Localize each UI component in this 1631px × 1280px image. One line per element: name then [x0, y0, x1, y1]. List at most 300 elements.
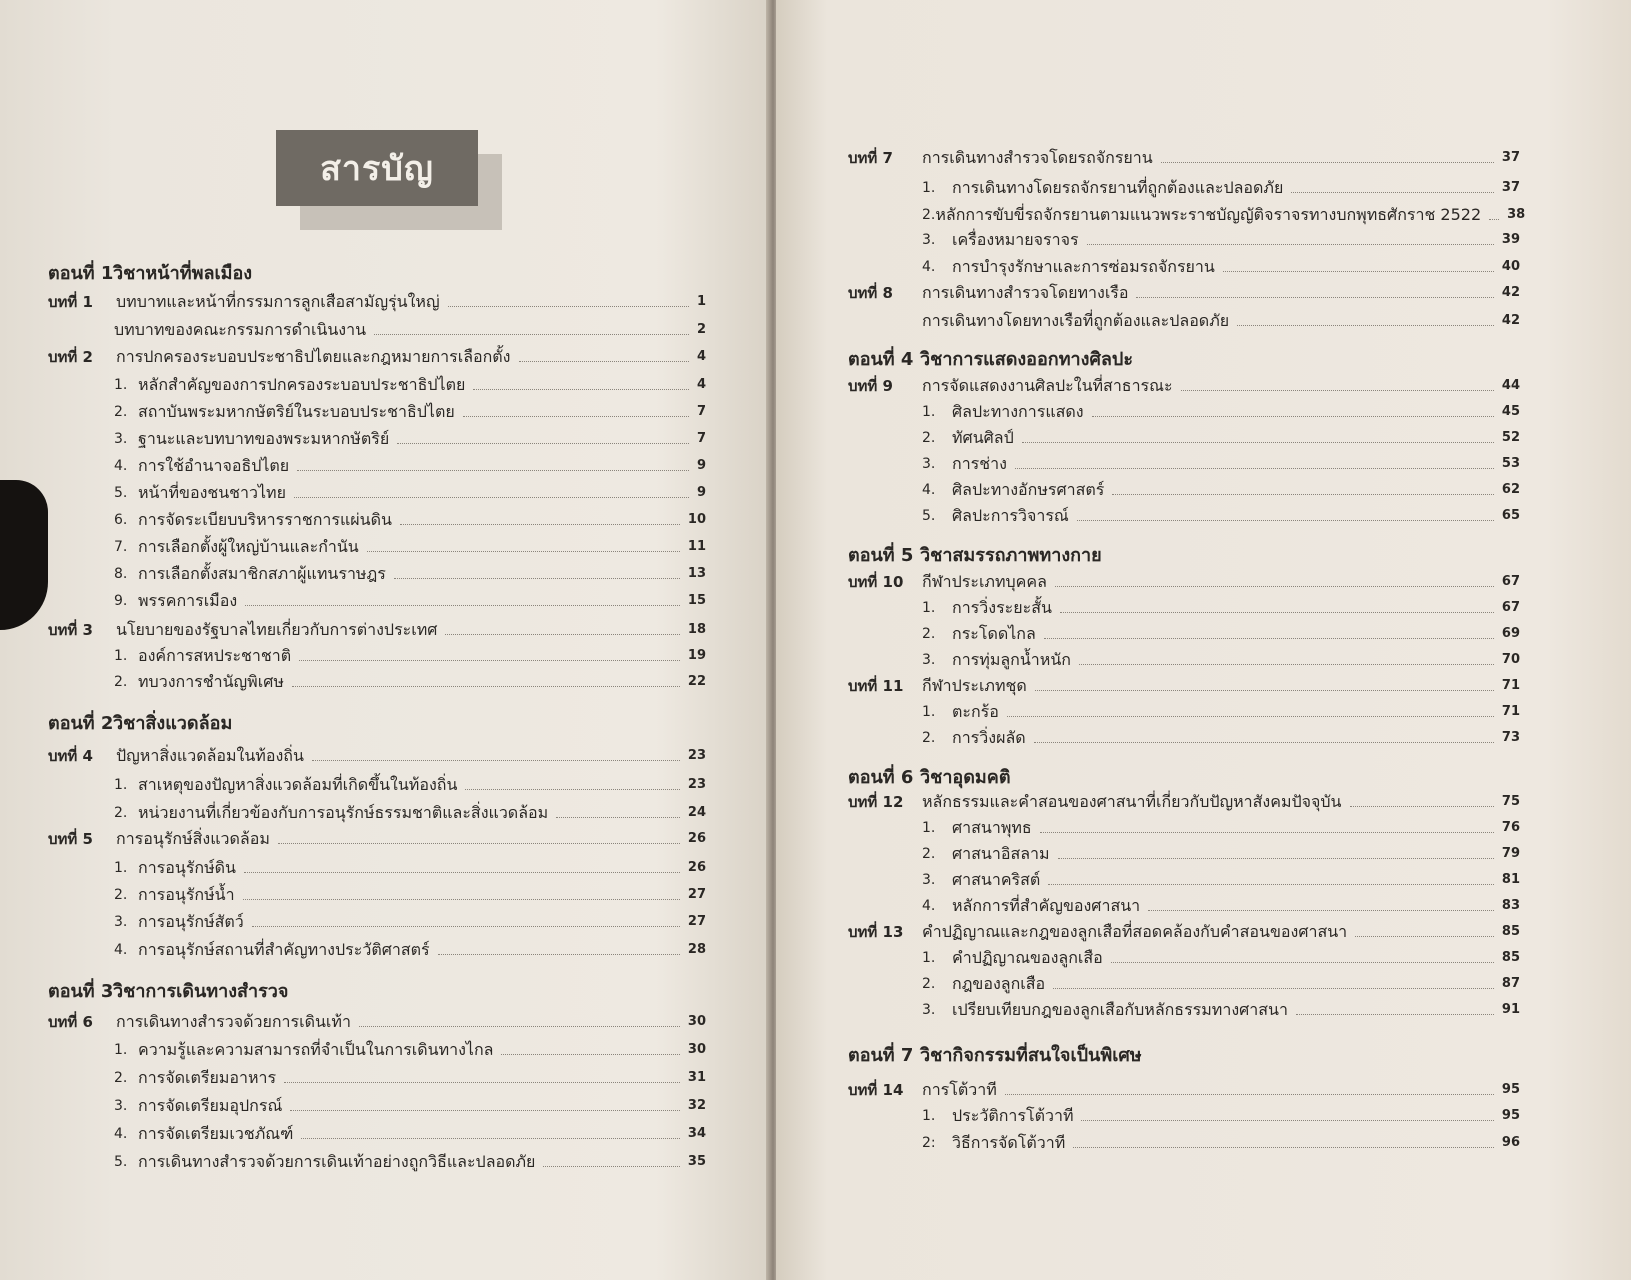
- page-number: 7: [696, 404, 706, 419]
- entry-title: กฎของลูกเสือ: [952, 974, 1046, 993]
- entry-title: ศิลปะทางการแสดง: [952, 402, 1084, 421]
- toc-entry-row: [922, 974, 1520, 994]
- toc-entry-row: [922, 454, 1520, 474]
- toc-entry-row: [114, 646, 706, 666]
- entry-number: 3.: [114, 431, 128, 447]
- entry-number: 7.: [114, 539, 128, 555]
- dot-leader: [400, 524, 680, 525]
- dot-leader: [463, 416, 689, 417]
- page-number: 15: [687, 593, 706, 608]
- entry-title: เปรียบเทียบกฎของลูกเสือกับหลักธรรมทางศาสนา: [952, 1000, 1288, 1019]
- entry-number: 1.: [114, 860, 128, 876]
- chapter-title: นโยบายของรัฐบาลไทยเกี่ยวกับการต่างประเทศ: [116, 620, 438, 639]
- page-number: 95: [1501, 1082, 1520, 1097]
- part-label: ตอนที่ 6: [848, 767, 914, 788]
- chapter-title: คำปฏิญาณและกฎของลูกเสือที่สอดคล้องกับคำสอนของศาสนา: [922, 922, 1348, 941]
- page-number: 65: [1501, 508, 1520, 523]
- part-title: วิชากิจกรรมที่สนใจเป็นพิเศษ: [920, 1045, 1142, 1066]
- entry-number: 2.: [922, 207, 936, 223]
- entry-title: การเดินทางโดยรถจักรยานที่ถูกต้องและปลอดภัย: [952, 178, 1284, 197]
- dot-leader: [290, 1110, 680, 1111]
- entry-title: ประวัติการโต้วาที: [952, 1106, 1074, 1125]
- page-number: 85: [1501, 950, 1520, 965]
- toc-entry-row: [922, 728, 1520, 748]
- toc-chapter-row: [48, 1012, 706, 1032]
- toc-chapter-row: [848, 148, 1520, 168]
- entry-title: องค์การสหประชาชาติ: [138, 646, 292, 665]
- toc-entry-row: [922, 402, 1520, 422]
- page-title: สารบัญ: [276, 130, 478, 206]
- entry-title: ศิลปะทางอักษรศาสตร์: [952, 480, 1105, 499]
- entry-title: ศิลปะการวิจารณ์: [952, 506, 1069, 525]
- entry-number: 5.: [114, 485, 128, 501]
- toc-entry-row: [114, 483, 706, 503]
- page-number: 30: [687, 1042, 706, 1057]
- entry-number: 8.: [114, 566, 128, 582]
- page-number: 27: [687, 914, 706, 929]
- toc-entry-row: [114, 564, 706, 584]
- toc-chapter-row: [848, 922, 1520, 942]
- toc-entry-row: [114, 775, 706, 795]
- entry-number: 2.: [114, 674, 128, 690]
- page-number: 9: [696, 458, 706, 473]
- entry-number: 1.: [922, 820, 936, 836]
- toc-entry-row: [114, 912, 706, 932]
- page-number: 28: [687, 942, 706, 957]
- dot-leader: [1489, 219, 1499, 220]
- entry-title: การเลือกตั้งสมาชิกสภาผู้แทนราษฎร: [138, 564, 386, 583]
- page-number: 52: [1501, 430, 1520, 445]
- toc-entry-row: [114, 940, 706, 960]
- toc-entry-row: [922, 624, 1520, 644]
- entry-title: หน่วยงานที่เกี่ยวข้องกับการอนุรักษ์ธรรมชาติและสิ่งแวดล้อม: [138, 803, 549, 822]
- entry-number: 4.: [114, 458, 128, 474]
- toc-part-heading: [848, 762, 1011, 791]
- dot-leader: [294, 497, 689, 498]
- chapter-label: บทที่ 3: [48, 621, 93, 639]
- entry-title: การจัดระเบียบบริหารราชการแผ่นดิน: [138, 510, 392, 529]
- part-label: ตอนที่ 4: [848, 349, 914, 370]
- entry-number: 2.: [114, 887, 128, 903]
- dot-leader: [394, 578, 680, 579]
- part-title: วิชาสิ่งแวดล้อม: [113, 713, 233, 734]
- dot-leader: [359, 1026, 680, 1027]
- entry-number: 4.: [922, 482, 936, 498]
- entry-number: 6.: [114, 512, 128, 528]
- toc-entry-row: [922, 870, 1520, 890]
- chapter-title: กีฬาประเภทบุคคล: [922, 572, 1047, 591]
- toc-entry-row: [922, 311, 1520, 331]
- toc-chapter-row: [48, 347, 706, 367]
- page-number: 30: [687, 1014, 706, 1029]
- page-number: 32: [687, 1098, 706, 1113]
- page-number: 73: [1501, 730, 1520, 745]
- entry-number: 4.: [114, 942, 128, 958]
- dot-leader: [1112, 494, 1494, 495]
- toc-entry-row: [114, 858, 706, 878]
- page-number: 85: [1501, 924, 1520, 939]
- entry-title: การจัดเตรียมอาหาร: [138, 1068, 277, 1087]
- dot-leader: [1007, 716, 1494, 717]
- page-number: 71: [1501, 678, 1520, 693]
- chapter-title: การจัดแสดงงานศิลปะในที่สาธารณะ: [922, 376, 1173, 395]
- dot-leader: [465, 789, 680, 790]
- dot-leader: [438, 954, 680, 955]
- entry-title: บทบาทของคณะกรรมการดำเนินงาน: [114, 320, 367, 339]
- page-number: 23: [687, 748, 706, 763]
- entry-title: หน้าที่ของชนชาวไทย: [138, 483, 286, 502]
- page-number: 27: [687, 887, 706, 902]
- entry-title: หลักการขับขี่รถจักรยานตามแนวพระราชบัญญัติจราจรทางบกพุทธศักราช 2522: [935, 205, 1482, 224]
- page-number: 19: [687, 648, 706, 663]
- chapter-label: บทที่ 11: [848, 677, 904, 695]
- entry-title: การเดินทางโดยทางเรือที่ถูกต้องและปลอดภัย: [922, 311, 1230, 330]
- dot-leader: [1161, 162, 1494, 163]
- entry-number: 1.: [922, 180, 936, 196]
- toc-entry-row: [114, 510, 706, 530]
- entry-number: 4.: [114, 1126, 128, 1142]
- page-number: 1: [696, 294, 706, 309]
- toc-entry-row: [922, 948, 1520, 968]
- entry-number: 3.: [114, 914, 128, 930]
- chapter-label: บทที่ 5: [48, 830, 93, 848]
- page-number: 42: [1501, 285, 1520, 300]
- entry-title: หลักการที่สำคัญของศาสนา: [952, 896, 1141, 915]
- entry-title: ศาสนาคริสต์: [952, 870, 1041, 889]
- entry-title: การอนุรักษ์น้ำ: [138, 885, 235, 904]
- entry-number: 4.: [922, 898, 936, 914]
- dot-leader: [252, 926, 680, 927]
- entry-title: ศาสนาพุทธ: [952, 818, 1032, 837]
- dot-leader: [1081, 1120, 1493, 1121]
- entry-title: การอนุรักษ์สถานที่สำคัญทางประวัติศาสตร์: [138, 940, 430, 959]
- entry-number: 3.: [922, 232, 936, 248]
- entry-number: 2.: [114, 805, 128, 821]
- entry-number: 2.: [922, 430, 936, 446]
- entry-number: 1.: [922, 1108, 936, 1124]
- page-number: 83: [1501, 898, 1520, 913]
- page-number: 96: [1501, 1135, 1520, 1150]
- dot-leader: [1079, 664, 1494, 665]
- dot-leader: [1136, 297, 1493, 298]
- toc-chapter-row: [48, 620, 706, 640]
- toc-entry-row: [922, 702, 1520, 722]
- page-number: 45: [1501, 404, 1520, 419]
- page-number: 31: [687, 1070, 706, 1085]
- page-number: 70: [1501, 652, 1520, 667]
- toc-chapter-row: [48, 292, 706, 312]
- dot-leader: [1087, 244, 1494, 245]
- page-number: 11: [687, 539, 706, 554]
- chapter-label: บทที่ 9: [848, 377, 893, 395]
- toc-entry-row: [922, 178, 1520, 198]
- page-number: 34: [687, 1126, 706, 1141]
- toc-entry-row: [922, 1000, 1520, 1020]
- toc-part-heading: [848, 1040, 1142, 1069]
- page-number: 95: [1501, 1108, 1520, 1123]
- toc-entry-row: [114, 1068, 706, 1088]
- entry-number: 1.: [114, 377, 128, 393]
- part-label: ตอนที่ 1: [48, 263, 114, 284]
- entry-title: ศาสนาอิสลาม: [952, 844, 1050, 863]
- dot-leader: [543, 1166, 679, 1167]
- toc-entry-row: [114, 320, 706, 340]
- toc-entry-row: [922, 598, 1520, 618]
- entry-number: 3.: [922, 652, 936, 668]
- toc-part-heading: [48, 708, 233, 737]
- entry-title: เครื่องหมายจราจร: [952, 230, 1079, 249]
- chapter-label: บทที่ 14: [848, 1081, 904, 1099]
- chapter-title: การโต้วาที: [922, 1080, 997, 1099]
- page-number: 9: [696, 485, 706, 500]
- page-number: 37: [1501, 150, 1520, 165]
- part-label: ตอนที่ 2: [48, 713, 114, 734]
- dot-leader: [1058, 858, 1494, 859]
- entry-title: การจัดเตรียมเวชภัณฑ์: [138, 1124, 294, 1143]
- entry-number: 1.: [114, 648, 128, 664]
- toc-entry-row: [922, 257, 1520, 277]
- chapter-label: บทที่ 7: [848, 149, 893, 167]
- dot-leader: [445, 634, 679, 635]
- toc-entry-row: [114, 591, 706, 611]
- dot-leader: [292, 686, 680, 687]
- toc-chapter-row: [848, 572, 1520, 592]
- toc-chapter-row: [48, 746, 706, 766]
- chapter-label: บทที่ 2: [48, 348, 93, 366]
- dot-leader: [501, 1054, 679, 1055]
- dot-leader: [1048, 884, 1494, 885]
- toc-part-heading: [848, 344, 1134, 373]
- page-number: 81: [1501, 872, 1520, 887]
- part-title: วิชาการเดินทางสำรวจ: [113, 981, 289, 1002]
- page-number: 37: [1501, 180, 1520, 195]
- entry-number: 2:: [922, 1135, 936, 1151]
- page-number: 91: [1501, 1002, 1520, 1017]
- dot-leader: [1111, 962, 1494, 963]
- entry-number: 5.: [922, 508, 936, 524]
- page-number: 71: [1501, 704, 1520, 719]
- toc-entry-row: [114, 672, 706, 692]
- page-number: 2: [696, 322, 706, 337]
- page-number: 42: [1501, 313, 1520, 328]
- entry-number: 2.: [922, 730, 936, 746]
- dot-leader: [245, 605, 680, 606]
- toc-entry-row: [114, 803, 706, 823]
- entry-number: 4.: [922, 259, 936, 275]
- toc-part-heading: [48, 258, 253, 287]
- toc-chapter-row: [848, 283, 1520, 303]
- toc-title-box: [276, 130, 478, 206]
- page-number: 26: [687, 860, 706, 875]
- page-number: 10: [687, 512, 706, 527]
- entry-title: คำปฏิญาณของลูกเสือ: [952, 948, 1103, 967]
- page-number: 4: [696, 349, 706, 364]
- toc-entry-row: [114, 1096, 706, 1116]
- toc-chapter-row: [848, 676, 1520, 696]
- dot-leader: [473, 389, 689, 390]
- entry-number: 2.: [922, 626, 936, 642]
- dot-leader: [1053, 988, 1494, 989]
- page-number: 67: [1501, 600, 1520, 615]
- toc-entry-row: [114, 537, 706, 557]
- entry-number: 1.: [114, 777, 128, 793]
- entry-number: 9.: [114, 593, 128, 609]
- dot-leader: [297, 470, 689, 471]
- toc-chapter-row: [848, 1080, 1520, 1100]
- entry-title: การเดินทางสำรวจด้วยการเดินเท้าอย่างถูกวิธีและปลอดภัย: [138, 1152, 536, 1171]
- entry-number: 2.: [922, 976, 936, 992]
- dot-leader: [1296, 1014, 1494, 1015]
- entry-number: 3.: [922, 456, 936, 472]
- dot-leader: [1355, 936, 1494, 937]
- dot-leader: [397, 443, 689, 444]
- dot-leader: [1092, 416, 1494, 417]
- entry-title: กระโดดไกล: [952, 624, 1036, 643]
- part-title: วิชาหน้าที่พลเมือง: [113, 263, 253, 284]
- dot-leader: [1237, 325, 1494, 326]
- toc-entry-row: [922, 428, 1520, 448]
- entry-number: 2.: [922, 846, 936, 862]
- entry-title: การอนุรักษ์ดิน: [138, 858, 236, 877]
- chapter-title: การเดินทางสำรวจด้วยการเดินเท้า: [116, 1012, 351, 1031]
- part-label: ตอนที่ 5: [848, 545, 914, 566]
- part-label: ตอนที่ 7: [848, 1045, 914, 1066]
- chapter-title: การปกครองระบอบประชาธิปไตยและกฎหมายการเลือกตั้ง: [116, 347, 511, 366]
- dot-leader: [301, 1138, 680, 1139]
- page-number: 13: [687, 566, 706, 581]
- entry-title: การเลือกตั้งผู้ใหญ่บ้านและกำนัน: [138, 537, 359, 556]
- entry-title: การวิ่งระยะสั้น: [952, 598, 1052, 617]
- toc-chapter-row: [48, 829, 706, 849]
- page-number: 4: [696, 377, 706, 392]
- entry-title: สถาบันพระมหากษัตริย์ในระบอบประชาธิปไตย: [138, 402, 455, 421]
- toc-entry-row: [114, 1040, 706, 1060]
- chapter-label: บทที่ 12: [848, 793, 904, 811]
- dot-leader: [284, 1082, 680, 1083]
- page-number: 79: [1501, 846, 1520, 861]
- toc-chapter-row: [848, 376, 1520, 396]
- toc-entry-row: [922, 896, 1520, 916]
- page-number: 22: [687, 674, 706, 689]
- chapter-label: บทที่ 10: [848, 573, 904, 591]
- dot-leader: [519, 361, 689, 362]
- toc-part-heading: [848, 540, 1102, 569]
- entry-title: ตะกร้อ: [952, 702, 999, 721]
- chapter-title: หลักธรรมและคำสอนของศาสนาที่เกี่ยวกับปัญหาสังคมปัจจุบัน: [922, 792, 1342, 811]
- toc-entry-row: [114, 1152, 706, 1172]
- toc-entry-row: [922, 1133, 1520, 1153]
- entry-number: 2.: [114, 404, 128, 420]
- toc-entry-row: [922, 506, 1520, 526]
- dot-leader: [1223, 271, 1494, 272]
- entry-title: หลักสำคัญของการปกครองระบอบประชาธิปไตย: [138, 375, 466, 394]
- dot-leader: [1077, 520, 1494, 521]
- dot-leader: [1060, 612, 1494, 613]
- toc-entry-row: [922, 650, 1520, 670]
- chapter-label: บทที่ 1: [48, 293, 93, 311]
- toc-entry-row: [114, 885, 706, 905]
- toc-entry-row: [922, 818, 1520, 838]
- toc-entry-row: [114, 456, 706, 476]
- page-number: 35: [687, 1154, 706, 1169]
- entry-number: 1.: [922, 600, 936, 616]
- dot-leader: [278, 843, 680, 844]
- entry-title: การช่าง: [952, 454, 1007, 473]
- toc-chapter-row: [848, 792, 1520, 812]
- entry-number: 1.: [114, 1042, 128, 1058]
- page-number: 76: [1501, 820, 1520, 835]
- page-number: 67: [1501, 574, 1520, 589]
- dot-leader: [1022, 442, 1494, 443]
- entry-number: 2.: [114, 1070, 128, 1086]
- entry-title: การจัดเตรียมอุปกรณ์: [138, 1096, 283, 1115]
- dot-leader: [1055, 586, 1494, 587]
- entry-number: 3.: [114, 1098, 128, 1114]
- dot-leader: [367, 551, 680, 552]
- dot-leader: [244, 872, 680, 873]
- toc-part-heading: [48, 976, 289, 1005]
- part-title: วิชาอุดมคติ: [920, 767, 1011, 788]
- page-number: 7: [696, 431, 706, 446]
- page-number: 23: [687, 777, 706, 792]
- dot-leader: [1034, 742, 1494, 743]
- entry-number: 1.: [922, 950, 936, 966]
- dot-leader: [1291, 192, 1494, 193]
- dot-leader: [374, 334, 689, 335]
- page-number: 24: [687, 805, 706, 820]
- page-number: 39: [1501, 232, 1520, 247]
- entry-title: การวิ่งผลัด: [952, 728, 1026, 747]
- toc-entry-row: [922, 230, 1520, 250]
- entry-number: 3.: [922, 1002, 936, 1018]
- dot-leader: [1350, 806, 1494, 807]
- toc-entry-row: [922, 844, 1520, 864]
- part-label: ตอนที่ 3: [48, 981, 114, 1002]
- dot-leader: [556, 817, 680, 818]
- chapter-label: บทที่ 4: [48, 747, 93, 765]
- part-title: วิชาสมรรถภาพทางกาย: [920, 545, 1102, 566]
- dot-leader: [312, 760, 680, 761]
- entry-title: ฐานะและบทบาทของพระมหากษัตริย์: [138, 429, 390, 448]
- part-title: วิชาการแสดงออกทางศิลปะ: [920, 349, 1134, 370]
- dot-leader: [1181, 390, 1494, 391]
- toc-entry-row: [114, 1124, 706, 1144]
- entry-title: วิธีการจัดโต้วาที: [952, 1133, 1066, 1152]
- dot-leader: [1005, 1094, 1494, 1095]
- page-number: 18: [687, 622, 706, 637]
- chapter-label: บทที่ 8: [848, 284, 893, 302]
- dot-leader: [1040, 832, 1494, 833]
- page-number: 87: [1501, 976, 1520, 991]
- dot-leader: [243, 899, 680, 900]
- toc-entry-row: [922, 1106, 1520, 1126]
- entry-title: การบำรุงรักษาและการซ่อมรถจักรยาน: [952, 257, 1215, 276]
- page-number: 44: [1501, 378, 1520, 393]
- page-number: 38: [1507, 207, 1526, 222]
- page-number: 69: [1501, 626, 1520, 641]
- toc-entry-row: [114, 402, 706, 422]
- dot-leader: [1148, 910, 1494, 911]
- entry-title: ความรู้และความสามารถที่จำเป็นในการเดินทางไกล: [138, 1040, 494, 1059]
- dot-leader: [1044, 638, 1494, 639]
- chapter-title: การเดินทางสำรวจโดยทางเรือ: [922, 283, 1129, 302]
- chapter-label: บทที่ 13: [848, 923, 904, 941]
- entry-title: สาเหตุของปัญหาสิ่งแวดล้อมที่เกิดขึ้นในท้องถิ่น: [138, 775, 458, 794]
- entry-number: 1.: [922, 404, 936, 420]
- toc-entry-row: [114, 375, 706, 395]
- dot-leader: [448, 306, 689, 307]
- toc-entry-row: [922, 480, 1520, 500]
